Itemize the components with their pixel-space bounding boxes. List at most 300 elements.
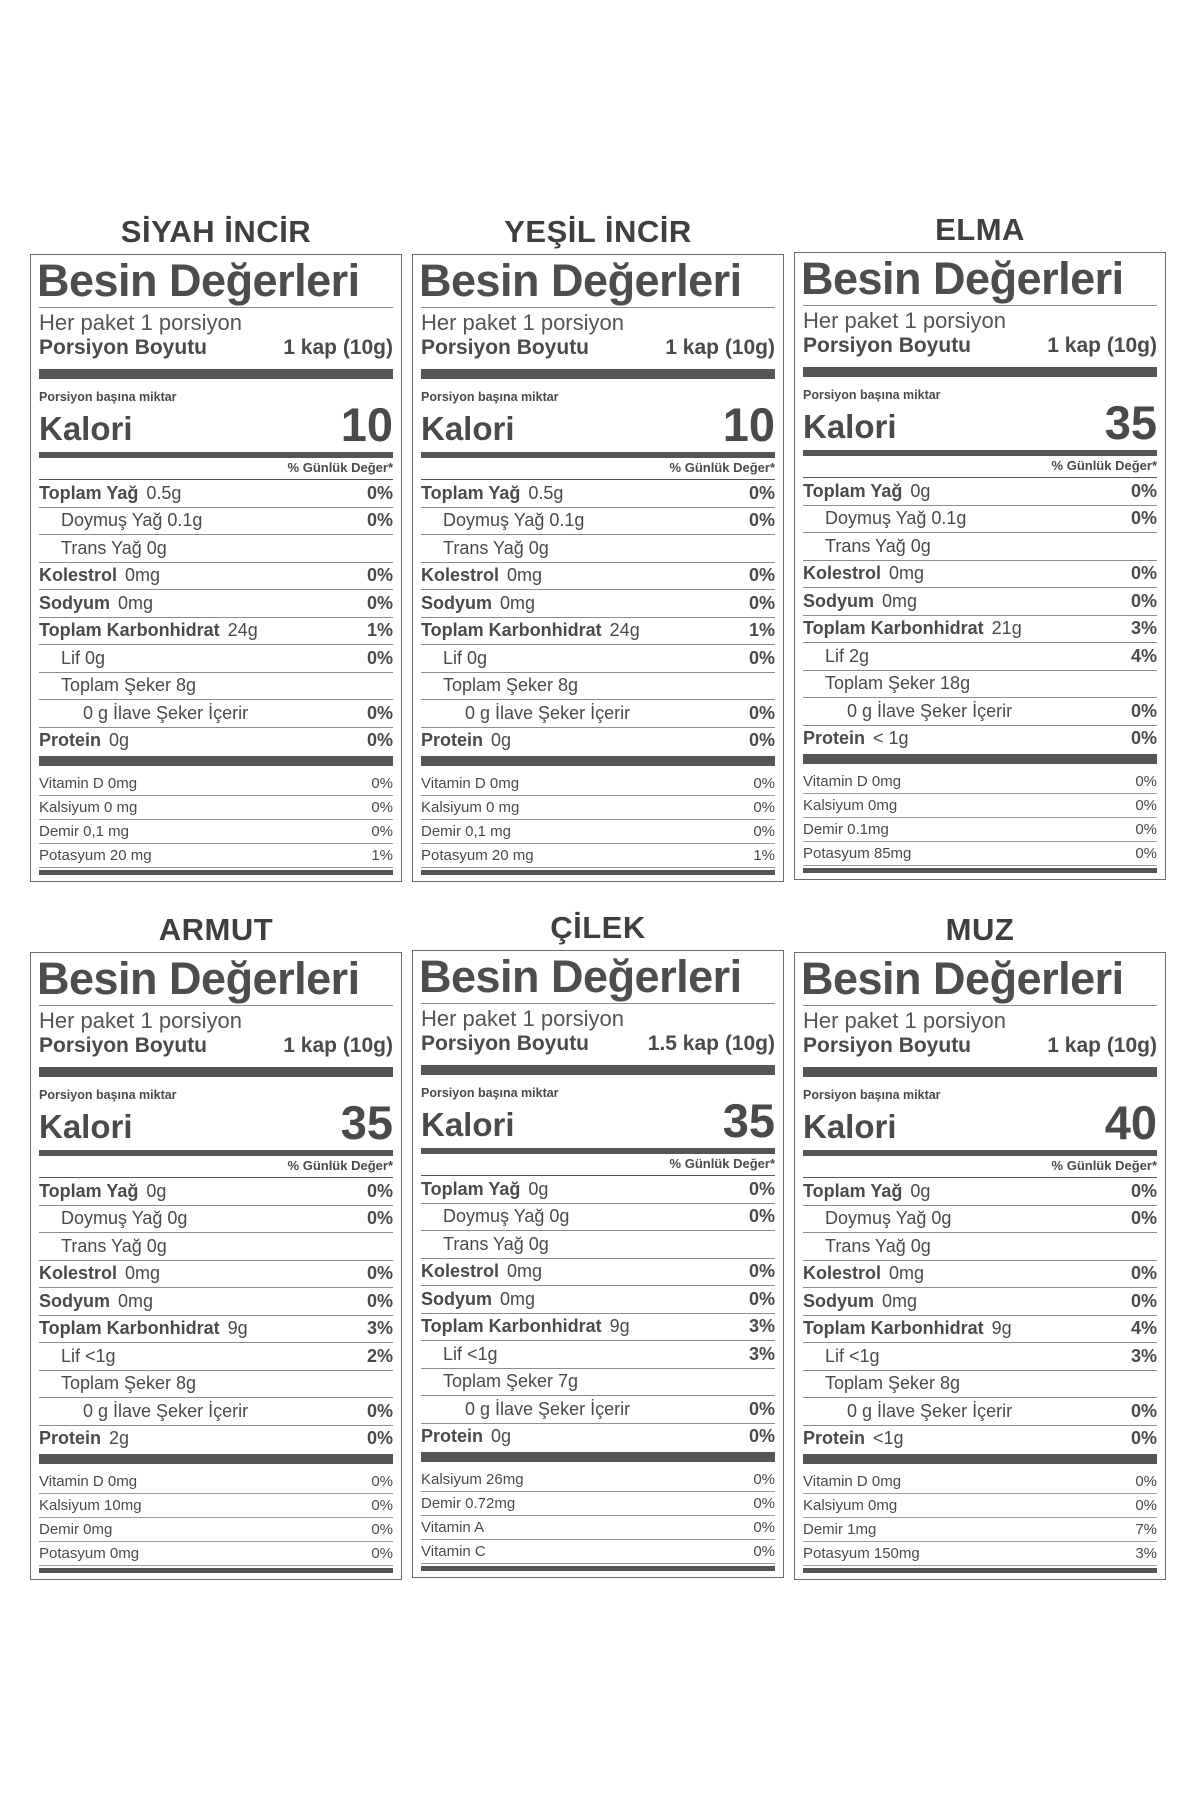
vitamin-label: Vitamin D 0mg: [803, 773, 902, 790]
nutrient-label-group: [421, 1289, 535, 1310]
nutrient-label-group: [421, 1371, 586, 1392]
nutrient-row: [39, 589, 393, 617]
vitamin-row: [803, 842, 1157, 866]
thick-divider: [39, 369, 393, 379]
nutrient-label: Lif <1g: [61, 1345, 116, 1366]
vitamin-row: [39, 1470, 393, 1494]
divider: [421, 1003, 775, 1004]
calories-label: Kalori: [39, 410, 133, 447]
fruit-title: ÇİLEK: [550, 910, 646, 945]
nutrient-label: Toplam Karbonhidrat: [803, 1318, 984, 1339]
vitamin-daily-value: 0%: [1135, 1497, 1157, 1514]
nutrient-row: [421, 617, 775, 645]
nutrient-label-group: [803, 646, 877, 667]
nutrient-label: Trans Yağ 0g: [443, 537, 549, 558]
servings-per-package: Her paket 1 porsiyon: [421, 310, 624, 335]
nutrient-label-group: [39, 1208, 195, 1229]
nutrient-daily-value: 0%: [748, 565, 775, 586]
vitamin-row: [39, 1494, 393, 1518]
divider: [803, 305, 1157, 306]
vitamin-label: Vitamin D 0mg: [39, 775, 138, 792]
vitamin-daily-value: 0%: [753, 799, 775, 816]
vitamin-row: [803, 794, 1157, 818]
nutrient-label-group: [421, 1261, 542, 1282]
vitamin-row: [421, 1540, 775, 1564]
thick-divider: [421, 369, 775, 379]
vitamin-rows: [803, 1470, 1157, 1566]
nutrient-label-group: [803, 1373, 968, 1394]
nutrition-facts-label: [30, 952, 402, 1580]
nutrient-row: [803, 1287, 1157, 1315]
nutrient-amount: 9g: [991, 1318, 1012, 1339]
nutrient-daily-value: 0%: [366, 565, 393, 586]
vitamin-rows: [39, 772, 393, 868]
nutrient-daily-value: 3%: [748, 1343, 775, 1364]
nutrient-row: [421, 1395, 775, 1423]
nutrient-amount: 0mg: [118, 1290, 154, 1311]
nutrient-label: Toplam Karbonhidrat: [803, 618, 984, 639]
nutrient-label: Toplam Karbonhidrat: [39, 1318, 220, 1339]
nutrient-amount: 0mg: [507, 565, 543, 586]
bottom-divider: [421, 1566, 775, 1571]
nutrient-label: Trans Yağ 0g: [61, 537, 167, 558]
nutrient-label-group: [421, 1399, 638, 1420]
nutrient-amount: 2g: [109, 1428, 130, 1449]
fruit-title: ELMA: [935, 212, 1025, 247]
nutrient-rows: [39, 1177, 393, 1452]
vitamin-row: [803, 770, 1157, 794]
nutrient-row: [803, 642, 1157, 670]
nutrient-label: Toplam Yağ: [39, 1180, 139, 1201]
nutrient-label: Toplam Şeker 8g: [825, 1373, 961, 1394]
vitamin-row: [39, 820, 393, 844]
vitamin-row: [803, 1542, 1157, 1566]
nutrient-daily-value: 0%: [1130, 590, 1157, 611]
calories-label: Kalori: [803, 1108, 897, 1145]
vitamin-row: [39, 772, 393, 796]
nutrient-label-group: [803, 481, 930, 502]
vitamin-label: Potasyum 20 mg: [39, 847, 152, 864]
nutrient-label-group: [421, 1234, 557, 1255]
nutrient-label: Trans Yağ 0g: [825, 535, 931, 556]
vitamin-row: [421, 820, 775, 844]
fruit-title: ARMUT: [158, 912, 274, 947]
amount-per-serving: Porsiyon başına miktar: [39, 1088, 177, 1102]
serving-size-row: [421, 336, 775, 360]
vitamin-rows: [421, 772, 775, 868]
servings-per-package: Her paket 1 porsiyon: [803, 308, 1006, 333]
nutrient-row: [39, 1205, 393, 1233]
nutrient-label: Protein: [803, 728, 866, 749]
nutrient-label: Toplam Yağ: [803, 1180, 903, 1201]
nutrient-rows: [803, 477, 1157, 752]
nutrient-amount: 0mg: [507, 1261, 543, 1282]
nutrient-daily-value: 0%: [366, 510, 393, 531]
vitamin-daily-value: 0%: [371, 823, 393, 840]
vitamin-rows: [803, 770, 1157, 866]
nutrient-daily-value: 0%: [1130, 1290, 1157, 1311]
serving-size-value: 1.5 kap (10g): [647, 1032, 775, 1055]
vitamin-daily-value: 0%: [753, 823, 775, 840]
nutrient-label: 0 g İlave Şeker İçerir: [465, 1398, 631, 1419]
nutrient-label-group: [39, 1291, 153, 1312]
nutrient-daily-value: 0%: [748, 1261, 775, 1282]
vitamin-daily-value: 3%: [1135, 1545, 1157, 1562]
nutrient-row: [803, 560, 1157, 588]
vitamin-daily-value: 0%: [371, 799, 393, 816]
nutrient-daily-value: 3%: [1130, 618, 1157, 639]
fruit-title: SİYAH İNCİR: [120, 214, 312, 249]
vitamin-daily-value: 0%: [753, 1495, 775, 1512]
serving-size-row: [421, 1032, 775, 1056]
calories-label: Kalori: [421, 1106, 515, 1143]
nutrient-daily-value: 4%: [1130, 1318, 1157, 1339]
nutrient-label-group: [39, 1263, 160, 1284]
nutrient-label-group: [803, 1181, 930, 1202]
vitamin-row: [803, 1494, 1157, 1518]
nutrient-label: Protein: [421, 1426, 484, 1447]
vitamin-row: [421, 796, 775, 820]
nutrient-daily-value: 0%: [366, 1208, 393, 1229]
nutrient-label: Sodyum: [421, 592, 493, 613]
vitamin-label: Vitamin D 0mg: [421, 775, 520, 792]
nutrient-label-group: [39, 1318, 248, 1339]
thick-divider: [39, 756, 393, 766]
nutrient-label-group: [421, 1179, 548, 1200]
nutrient-daily-value: 1%: [366, 620, 393, 641]
nutrient-amount: 0mg: [889, 563, 925, 584]
nutrient-row: [39, 1370, 393, 1398]
bottom-divider: [803, 1568, 1157, 1573]
nutrient-label: Lif 2g: [825, 645, 870, 666]
nutrient-row: [421, 479, 775, 507]
vitamin-rows: [421, 1468, 775, 1564]
nutrient-amount: 0mg: [882, 590, 918, 611]
vitamin-label: Kalsiyum 0mg: [803, 1497, 898, 1514]
nutrient-row: [39, 1260, 393, 1288]
servings-per-package: Her paket 1 porsiyon: [803, 1008, 1006, 1033]
vitamin-daily-value: 0%: [371, 1545, 393, 1562]
nutrient-label: Toplam Karbonhidrat: [421, 1316, 602, 1337]
nutrient-row: [803, 1205, 1157, 1233]
calories-value: 35: [1104, 396, 1157, 449]
nutrient-row: [39, 727, 393, 755]
nutrient-row: [39, 1425, 393, 1453]
nutrient-label-group: [39, 1181, 166, 1202]
nutrient-label: Kolestrol: [39, 565, 118, 586]
vitamin-daily-value: 0%: [1135, 821, 1157, 838]
nutrient-amount: 0mg: [125, 565, 161, 586]
nutrient-label: Doymuş Yağ 0.1g: [61, 510, 203, 531]
calories-row: [803, 396, 1157, 449]
thick-divider: [421, 1452, 775, 1462]
nutrient-daily-value: 0%: [366, 1180, 393, 1201]
bottom-divider: [39, 1568, 393, 1573]
nutrient-row: [803, 615, 1157, 643]
serving-size-value: 1 kap (10g): [665, 336, 775, 359]
nutrient-daily-value: 0%: [748, 1398, 775, 1419]
nutrition-panel-yesil-incir: [412, 210, 784, 882]
vitamin-daily-value: 0%: [753, 1543, 775, 1560]
nutrient-amount: 9g: [227, 1318, 248, 1339]
nutrient-daily-value: 3%: [1130, 1345, 1157, 1366]
nutrient-label: 0 g İlave Şeker İçerir: [465, 702, 631, 723]
vitamin-label: Kalsiyum 0 mg: [421, 799, 520, 816]
vitamin-label: Potasyum 150mg: [803, 1545, 920, 1562]
nutrient-daily-value: 0%: [366, 1428, 393, 1449]
divider: [803, 1005, 1157, 1006]
nutrient-label-group: [39, 565, 160, 586]
nutrient-label-group: [39, 483, 181, 504]
thick-divider: [421, 1065, 775, 1075]
servings-per-package: Her paket 1 porsiyon: [421, 1006, 624, 1031]
nutrient-label-group: [803, 618, 1022, 639]
nutrient-amount: 9g: [609, 1316, 630, 1337]
nutrient-amount: 0g: [910, 1180, 931, 1201]
nutrient-row: [421, 1340, 775, 1368]
nutrient-row: [421, 1313, 775, 1341]
nutrient-amount: 0.5g: [528, 482, 564, 503]
nutrient-label-group: [421, 565, 542, 586]
nutrient-label: Protein: [421, 730, 484, 751]
servings-per-package: Her paket 1 porsiyon: [39, 1008, 242, 1033]
calories-row: [421, 1094, 775, 1147]
serving-size-label: Porsiyon Boyutu: [421, 1032, 590, 1055]
vitamin-label: Vitamin D 0mg: [803, 1473, 902, 1490]
vitamin-row: [39, 1542, 393, 1566]
nutrient-label-group: [421, 620, 640, 641]
nutrient-label: Toplam Yağ: [39, 482, 139, 503]
nutrient-row: [803, 532, 1157, 560]
nutrient-daily-value: 0%: [748, 1206, 775, 1227]
nutrient-row: [803, 1177, 1157, 1205]
nutrient-row: [39, 1397, 393, 1425]
calories-value: 10: [340, 398, 393, 451]
nutrition-panel-armut: [30, 908, 402, 1580]
nutrient-row: [421, 1258, 775, 1286]
nutrient-daily-value: 0%: [748, 1426, 775, 1447]
nutrient-row: [39, 617, 393, 645]
vitamin-row: [421, 844, 775, 868]
vitamin-label: Potasyum 0mg: [39, 1545, 140, 1562]
nutrient-label: Toplam Şeker 8g: [443, 675, 579, 696]
nutrient-daily-value: 0%: [366, 1290, 393, 1311]
nutrient-label: 0 g İlave Şeker İçerir: [847, 1400, 1013, 1421]
fruit-title: YEŞİL İNCİR: [504, 214, 692, 249]
nutrient-label: Lif <1g: [443, 1343, 498, 1364]
bottom-divider: [803, 868, 1157, 873]
nutrient-label: Toplam Şeker 7g: [443, 1371, 579, 1392]
nutrient-label: Kolestrol: [421, 565, 500, 586]
serving-size-row: [39, 1034, 393, 1058]
nutrient-label: Trans Yağ 0g: [61, 1235, 167, 1256]
thick-divider: [803, 1067, 1157, 1077]
thick-divider: [803, 367, 1157, 377]
calories-label: Kalori: [421, 410, 515, 447]
nutrient-label-group: [803, 563, 924, 584]
nutrient-label-group: [39, 538, 175, 559]
vitamin-label: Demir 0.1mg: [803, 821, 889, 838]
nutrient-daily-value: 1%: [748, 620, 775, 641]
vitamin-label: Demir 0.72mg: [421, 1495, 516, 1512]
nutrient-amount: 0mg: [889, 1263, 925, 1284]
vitamin-label: Potasyum 85mg: [803, 845, 912, 862]
calories-value: 35: [722, 1094, 775, 1147]
nutrient-label-group: [39, 593, 153, 614]
nutrient-daily-value: 2%: [366, 1345, 393, 1366]
nutrient-row: [421, 1285, 775, 1313]
vitamin-daily-value: 7%: [1135, 1521, 1157, 1538]
nutrient-daily-value: 0%: [748, 1288, 775, 1309]
nutrient-label-group: [39, 1346, 124, 1367]
nutrient-rows: [421, 1175, 775, 1450]
nutrition-facts-label: [30, 254, 402, 882]
label-heading: Besin Değerleri: [801, 953, 1124, 1004]
nutrient-label-group: [421, 1344, 506, 1365]
vitamin-label: Vitamin D 0mg: [39, 1473, 138, 1490]
vitamin-label: Potasyum 20 mg: [421, 847, 534, 864]
nutrient-amount: 24g: [227, 620, 258, 641]
nutrient-label: Toplam Yağ: [421, 1178, 521, 1199]
nutrient-label: Toplam Karbonhidrat: [39, 620, 220, 641]
nutrient-label: Sodyum: [39, 1290, 111, 1311]
vitamin-label: Vitamin A: [421, 1519, 485, 1536]
vitamin-row: [421, 1492, 775, 1516]
nutrient-label-group: [39, 1236, 175, 1257]
nutrient-daily-value: 3%: [366, 1318, 393, 1339]
nutrient-label-group: [39, 648, 113, 669]
nutrient-label: Sodyum: [421, 1288, 493, 1309]
nutrient-daily-value: 0%: [748, 1178, 775, 1199]
calories-label: Kalori: [39, 1108, 133, 1145]
vitamin-daily-value: 0%: [753, 1471, 775, 1488]
nutrient-row: [421, 1175, 775, 1203]
nutrient-daily-value: 0%: [366, 1263, 393, 1284]
nutrient-daily-value: 0%: [366, 702, 393, 723]
daily-value-header: % Günlük Değer*: [287, 1158, 393, 1173]
nutrient-row: [421, 727, 775, 755]
nutrient-label: Trans Yağ 0g: [825, 1235, 931, 1256]
nutrient-label-group: [421, 703, 638, 724]
nutrient-daily-value: 0%: [748, 730, 775, 751]
daily-value-header: % Günlük Değer*: [669, 1156, 775, 1171]
nutrient-rows: [803, 1177, 1157, 1452]
vitamin-daily-value: 0%: [371, 1473, 393, 1490]
nutrient-daily-value: 4%: [1130, 645, 1157, 666]
nutrient-row: [421, 534, 775, 562]
nutrient-row: [421, 562, 775, 590]
label-heading: Besin Değerleri: [37, 953, 360, 1004]
nutrient-label-group: [39, 1428, 129, 1449]
vitamin-row: [421, 1468, 775, 1492]
label-heading: Besin Değerleri: [801, 253, 1124, 304]
nutrient-row: [39, 644, 393, 672]
bottom-divider: [39, 870, 393, 875]
nutrient-row: [803, 670, 1157, 698]
nutrient-row: [803, 1425, 1157, 1453]
nutrient-row: [803, 697, 1157, 725]
nutrient-row: [39, 479, 393, 507]
nutrient-amount: 0g: [491, 730, 512, 751]
nutrient-daily-value: 0%: [1130, 1180, 1157, 1201]
nutrient-label: Kolestrol: [803, 1263, 882, 1284]
nutrient-label: 0 g İlave Şeker İçerir: [83, 1400, 249, 1421]
nutrient-daily-value: 0%: [366, 482, 393, 503]
vitamin-daily-value: 1%: [371, 847, 393, 864]
nutrient-label-group: [421, 510, 592, 531]
serving-size-row: [39, 336, 393, 360]
nutrient-label-group: [803, 1346, 888, 1367]
nutrient-daily-value: 0%: [1130, 728, 1157, 749]
vitamin-daily-value: 0%: [371, 775, 393, 792]
vitamin-daily-value: 0%: [753, 1519, 775, 1536]
nutrient-label: Lif 0g: [61, 647, 106, 668]
nutrient-daily-value: 0%: [366, 592, 393, 613]
nutrient-daily-value: 0%: [1130, 1208, 1157, 1229]
thick-divider: [803, 1454, 1157, 1464]
nutrient-label: Toplam Şeker 18g: [825, 673, 971, 694]
thick-divider: [39, 1454, 393, 1464]
nutrient-label: Sodyum: [803, 590, 875, 611]
nutrition-panel-elma: [794, 208, 1166, 880]
nutrient-row: [421, 507, 775, 535]
nutrient-daily-value: 0%: [1130, 1428, 1157, 1449]
nutrient-amount: 0g: [528, 1178, 549, 1199]
nutrient-label: Doymuş Yağ 0.1g: [825, 508, 967, 529]
nutrient-label-group: [421, 675, 586, 696]
calories-row: [421, 398, 775, 451]
nutrient-label: Kolestrol: [421, 1261, 500, 1282]
thick-divider: [39, 1067, 393, 1077]
nutrient-label-group: [39, 1401, 256, 1422]
nutrient-daily-value: 0%: [1130, 480, 1157, 501]
nutrition-facts-label: [412, 950, 784, 1578]
nutrient-daily-value: 3%: [748, 1316, 775, 1337]
nutrient-row: [39, 534, 393, 562]
nutrient-label: Sodyum: [803, 1290, 875, 1311]
vitamin-daily-value: 0%: [1135, 773, 1157, 790]
nutrient-amount: 0g: [491, 1426, 512, 1447]
serving-size-label: Porsiyon Boyutu: [803, 1034, 972, 1057]
nutrient-amount: 0mg: [500, 592, 536, 613]
nutrient-row: [803, 1397, 1157, 1425]
label-heading: Besin Değerleri: [419, 255, 742, 306]
divider: [421, 307, 775, 308]
nutrient-label: 0 g İlave Şeker İçerir: [83, 702, 249, 723]
label-heading: Besin Değerleri: [37, 255, 360, 306]
amount-per-serving: Porsiyon başına miktar: [421, 390, 559, 404]
nutrient-label-group: [803, 1428, 904, 1449]
nutrient-label: Lif <1g: [825, 1345, 880, 1366]
nutrient-daily-value: 0%: [748, 510, 775, 531]
nutrient-label: Toplam Şeker 8g: [61, 675, 197, 696]
vitamin-label: Kalsiyum 0mg: [803, 797, 898, 814]
nutrient-amount: 0mg: [118, 592, 154, 613]
nutrient-daily-value: 0%: [1130, 508, 1157, 529]
nutrient-label: Doymuş Yağ 0.1g: [443, 510, 585, 531]
nutrient-label-group: [421, 483, 563, 504]
vitamin-row: [803, 1518, 1157, 1542]
calories-row: [39, 398, 393, 451]
nutrient-rows: [421, 479, 775, 754]
serving-size-row: [803, 334, 1157, 358]
nutrient-amount: 0g: [109, 730, 130, 751]
daily-value-header: % Günlük Değer*: [669, 460, 775, 475]
nutrient-row: [803, 1315, 1157, 1343]
nutrient-label: Toplam Yağ: [803, 480, 903, 501]
daily-value-header: % Günlük Değer*: [1051, 1158, 1157, 1173]
nutrient-label-group: [421, 593, 535, 614]
